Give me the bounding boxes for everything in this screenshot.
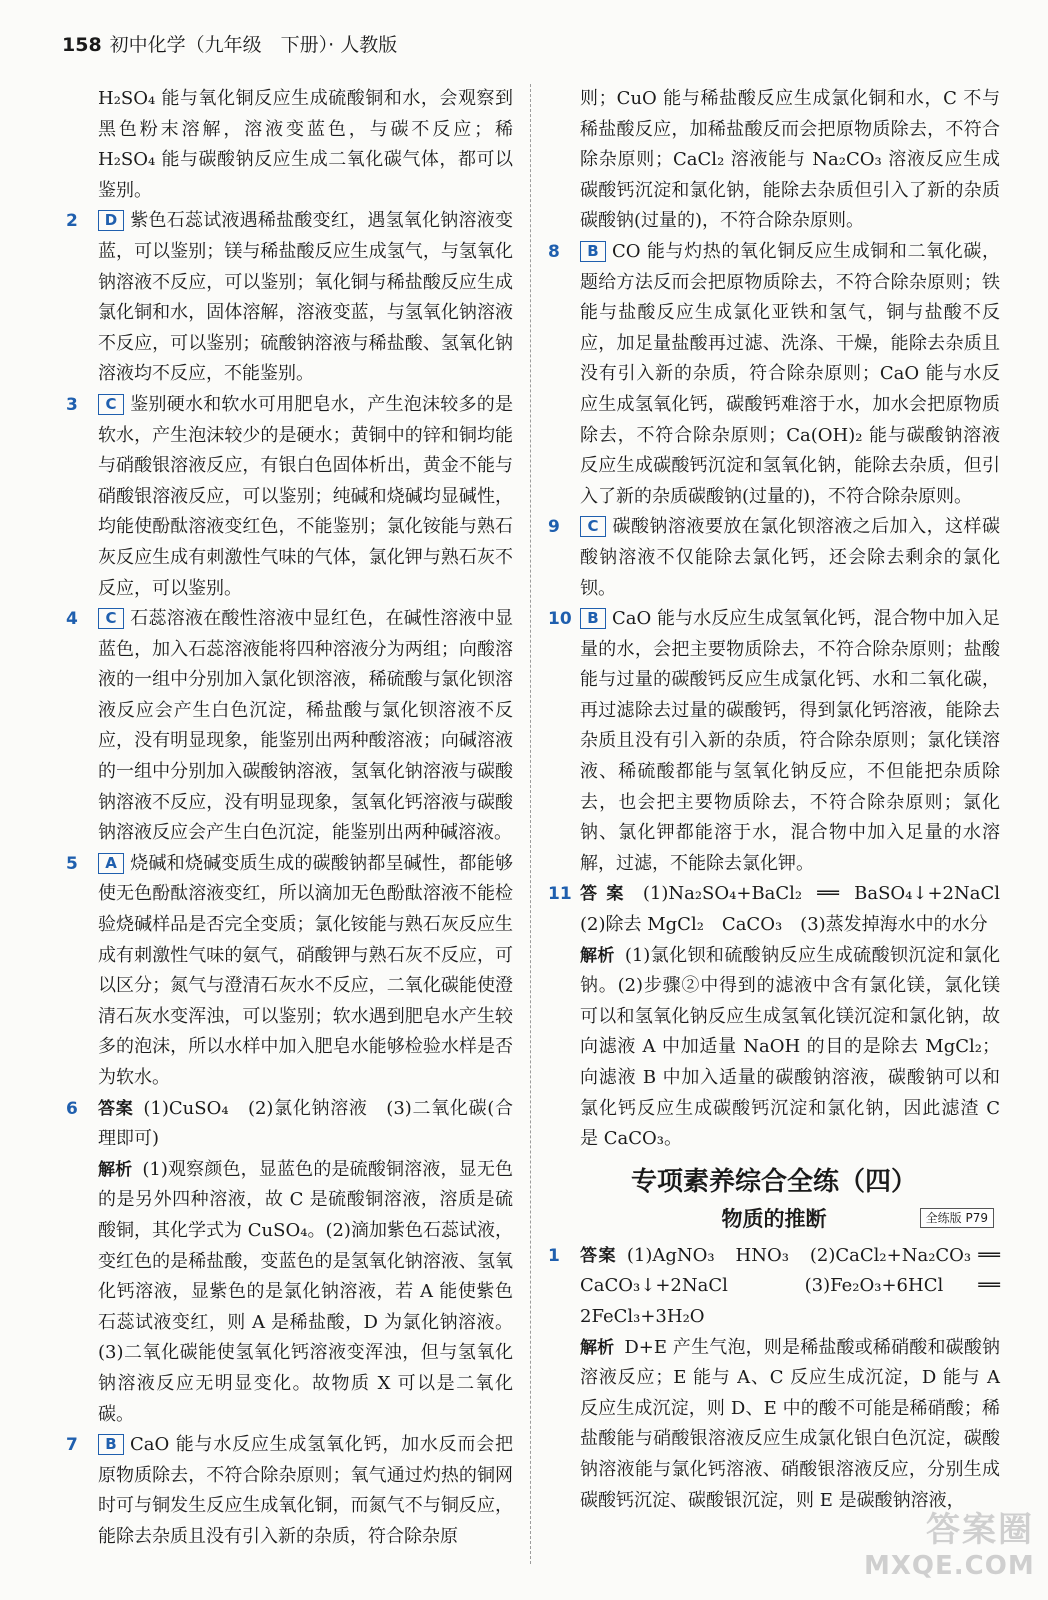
page-number: 158 bbox=[62, 34, 102, 56]
section-subtitle-row bbox=[548, 1201, 1000, 1241]
answer-text: (1)AgNO₃ HNO₃ (2)CaCl₂+Na₂CO₃ ══ CaCO₃↓+2NaCl (3)Fe₂O₃+6HCl ══ 2FeCl₃+3H₂O bbox=[580, 1244, 1000, 1327]
answer-choice-badge: C bbox=[98, 608, 124, 629]
answer-item bbox=[548, 941, 1000, 1155]
answer-label: 答案 bbox=[98, 1098, 134, 1119]
question-number: 11 bbox=[548, 884, 572, 905]
question-number: 8 bbox=[548, 241, 560, 262]
answer-text: 碳酸钠溶液要放在氯化钡溶液之后加入，这样碳酸钠溶液不仅能除去氯化钙，还会除去剩余的氯化钡。 bbox=[580, 516, 1000, 599]
answer-choice-badge: B bbox=[580, 241, 606, 262]
analysis-label: 解析 bbox=[580, 1337, 615, 1358]
analysis-label: 解析 bbox=[98, 1159, 133, 1180]
book-title: 初中化学（九年级 下册）· 人教版 bbox=[109, 34, 398, 56]
question-number: 1 bbox=[548, 1245, 560, 1266]
watermark-logo: 答案圈 MXQE.COM bbox=[864, 1510, 1035, 1581]
section-title: 专项素养综合全练（四） bbox=[630, 1166, 917, 1197]
question-number: 9 bbox=[548, 517, 560, 538]
question-number: 7 bbox=[66, 1435, 78, 1456]
answer-item bbox=[548, 237, 1000, 512]
answer-item bbox=[66, 390, 513, 604]
answer-text: 烧碱和烧碱变质生成的碳酸钠都呈碱性，都能够使无色酚酞溶液变红，所以滴加无色酚酞溶液不能检验烧碱样品是否完全变质；氯化铵能与熟石灰反应生成有刺激性气味的氨气，硝酸钾与熟石灰不反应，可以区分；氮气与澄清石灰水不反应，二氧化碳能使澄清石灰水变浑浊，可以鉴别；软水遇到肥皂水产生较多的泡沫，所以水样中加入肥皂水能够检验水样是否为软水。 bbox=[98, 852, 513, 1088]
answer-item bbox=[66, 1155, 513, 1430]
answer-text: 石蕊溶液在酸性溶液中显红色，在碱性溶液中显蓝色，加入石蕊溶液能将四种溶液分为两组；向酸溶液的一组中分别加入氯化钡溶液，稀硫酸与氯化钡溶液反应会产生白色沉淀，稀盐酸与氯化钡溶液不反应，没有明显现象，能鉴别出两种酸溶液；向碱溶液的一组中分别加入碳酸钠溶液，氢氧化钠溶液与碳酸钠溶液不反应，没有明显现象，氢氧化钙溶液与碳酸钠溶液反应会产生白色沉淀，能鉴别出两种碱溶液。 bbox=[98, 608, 513, 844]
answer-item bbox=[548, 512, 1000, 604]
answer-item bbox=[548, 879, 1019, 940]
answer-choice-badge: D bbox=[98, 210, 124, 231]
question-number: 2 bbox=[66, 211, 78, 232]
answer-text: 则；CuO 能与稀盐酸反应生成氯化铜和水，C 不与稀盐酸反应，加稀盐酸反而会把原物质除去，不符合除杂原则；CaCl₂ 溶液能与 Na₂CO₃ 溶液反应生成碳酸钙沉淀和氯化钠，能除去杂质但引入了新的杂质碳酸钠(过量的)，不符合除杂原则。 bbox=[580, 88, 1000, 232]
answer-text: (1)观察颜色，显蓝色的是硫酸铜溶液，显无色的是另外四种溶液，故 C 是硫酸铜溶液，溶质是硫酸铜，其化学式为 CuSO₄。(2)滴加紫色石蕊试液，变红色的是稀盐酸，变蓝色的是氢氧化钠溶液、氢氧化钙溶液，显紫色的是氯化钠溶液，若 A 能使紫色石蕊试液变红，则 A 是稀盐酸，D 为氯化钠溶液。(3)二氧化碳能使氢氧化钙溶液变浑浊，但与氢氧化钠溶液反应无明显变化。故物质 X 可以是二氧化碳。 bbox=[98, 1158, 514, 1425]
question-number: 5 bbox=[66, 853, 78, 874]
question-number: 4 bbox=[66, 609, 78, 630]
section-subtitle: 物质的推断 bbox=[721, 1206, 827, 1231]
answer-label: 答案 bbox=[580, 1245, 617, 1266]
column-divider bbox=[530, 84, 531, 1564]
answer-label: 答案 bbox=[580, 884, 633, 905]
answer-text: H₂SO₄ 能与氧化铜反应生成硫酸铜和水，会观察到黑色粉末溶解，溶液变蓝色，与碳不反应；稀 H₂SO₄ 能与碳酸钠反应生成二氧化碳气体，都可以鉴别。 bbox=[98, 88, 513, 201]
answer-text: (1)CuSO₄ (2)氯化钠溶液 (3)二氧化碳(合理即可) bbox=[98, 1097, 513, 1150]
answer-item bbox=[66, 1094, 513, 1155]
page-reference-tag: 全练版 P79 bbox=[920, 1208, 994, 1228]
answer-choice-badge: C bbox=[580, 516, 606, 537]
left-column bbox=[66, 84, 513, 1553]
answer-item bbox=[548, 604, 1000, 879]
right-column bbox=[548, 84, 1019, 1516]
question-number: 10 bbox=[548, 609, 572, 630]
answer-text: 紫色石蕊试液遇稀盐酸变红，遇氢氧化钠溶液变蓝，可以鉴别；镁与稀盐酸反应生成氢气，与氢氧化钠溶液不反应，可以鉴别；氧化铜与稀盐酸反应生成氯化铜和水，固体溶解，溶液变蓝，与氢氧化钠溶液不反应，可以鉴别；硫酸钠溶液与稀盐酸、氢氧化钠溶液均不反应，不能鉴别。 bbox=[98, 210, 513, 385]
answer-item bbox=[66, 849, 513, 1094]
answer-item bbox=[548, 1333, 1000, 1517]
answer-item bbox=[548, 84, 1000, 237]
answer-text: (1)氯化钡和硫酸钠反应生成硫酸钡沉淀和氯化钠。(2)步骤②中得到的滤液中含有氯化镁，氯化镁可以和氢氧化钠反应生成氢氧化镁沉淀和氯化钠，故向滤液 A 中加适量 NaOH 的目的是除去 MgCl₂；向滤液 B 中加入适量的碳酸钠溶液，碳酸钠可以和氯化钙反应生成碳酸钙沉淀和氯化钠，因此滤渣 C 是 CaCO₃。 bbox=[580, 944, 1000, 1150]
answer-choice-badge: A bbox=[98, 853, 124, 874]
answer-text: CaO 能与水反应生成氢氧化钙，加水反而会把原物质除去，不符合除杂原则；氧气通过灼热的铜网时可与铜发生反应生成氧化铜，而氮气不与铜反应，能除去杂质且没有引入新的杂质，符合除杂原 bbox=[98, 1434, 513, 1547]
answer-choice-badge: B bbox=[580, 608, 606, 629]
answer-choice-badge: B bbox=[98, 1434, 124, 1455]
answer-item bbox=[66, 604, 513, 849]
answer-item bbox=[548, 1241, 1000, 1333]
answer-choice-badge: C bbox=[98, 394, 124, 415]
answer-text: 鉴别硬水和软水可用肥皂水，产生泡沫较多的是软水，产生泡沫较少的是硬水；黄铜中的锌和铜均能与硝酸银溶液反应，有银白色固体析出，黄金不能与硝酸银溶液反应，可以鉴别；纯碱和烧碱均显碱性，均能使酚酞溶液变红色，不能鉴别；氯化铵能与熟石灰反应生成有刺激性气味的气体，氯化钾与熟石灰不反应，可以鉴别。 bbox=[98, 393, 513, 599]
answer-item bbox=[66, 1430, 513, 1552]
answer-text: CO 能与灼热的氧化铜反应生成铜和二氧化碳，题给方法反而会把原物质除去，不符合除杂原则；铁能与盐酸反应生成氯化亚铁和氢气，铜与盐酸不反应，加足量盐酸再过滤、洗涤、干燥，能除去杂质且没有引入新的杂质，符合除杂原则；CaO 能与水反应生成氢氧化钙，碳酸钙难溶于水，加水会把原物质除去，不符合除杂原则；Ca(OH)₂ 能与碳酸钠溶液反应生成碳酸钙沉淀和氢氧化钠，能除去杂质，但引入了新的杂质碳酸钠(过量的)，不符合除杂原则。 bbox=[580, 240, 1000, 507]
answer-item bbox=[66, 206, 513, 390]
analysis-label: 解析 bbox=[580, 945, 615, 966]
question-number: 3 bbox=[66, 394, 78, 415]
answer-text: D+E 产生气泡，则是稀盐酸或稀硝酸和碳酸钠溶液反应；E 能与 A、C 反应生成沉淀，D 能与 A 反应生成沉淀，则 D、E 中的酸不可能是稀硝酸；稀盐酸能与硝酸银溶液反应生成氯化银白色沉淀，碳酸钠溶液能与氯化钙溶液、硝酸银溶液反应，分别生成碳酸钙沉淀、碳酸银沉淀，则 E 是碳酸钠溶液， bbox=[580, 1336, 1001, 1511]
answer-text: CaO 能与水反应生成氢氧化钙，混合物中加入足量的水，会把主要物质除去，不符合除杂原则；盐酸能与过量的碳酸钙反应生成氯化钙、水和二氧化碳，再过滤除去过量的碳酸钙，得到氯化钙溶液，能除去杂质且没有引入新的杂质，符合除杂原则；氯化镁溶液、稀硫酸都能与氢氧化钠反应，不但能把杂质除去，也会把主要物质除去，不符合除杂原则；氯化钠、氯化钾都能溶于水，混合物中加入足量的水溶解，过滤，不能除去氯化钾。 bbox=[580, 608, 1000, 874]
answer-text: (1)Na₂SO₄+BaCl₂ ══ BaSO₄↓+2NaCl (2)除去 MgCl₂ CaCO₃ (3)蒸发掉海水中的水分 bbox=[580, 883, 1019, 936]
answer-item bbox=[66, 84, 513, 206]
page-header bbox=[62, 30, 1008, 66]
question-number: 6 bbox=[66, 1098, 78, 1119]
